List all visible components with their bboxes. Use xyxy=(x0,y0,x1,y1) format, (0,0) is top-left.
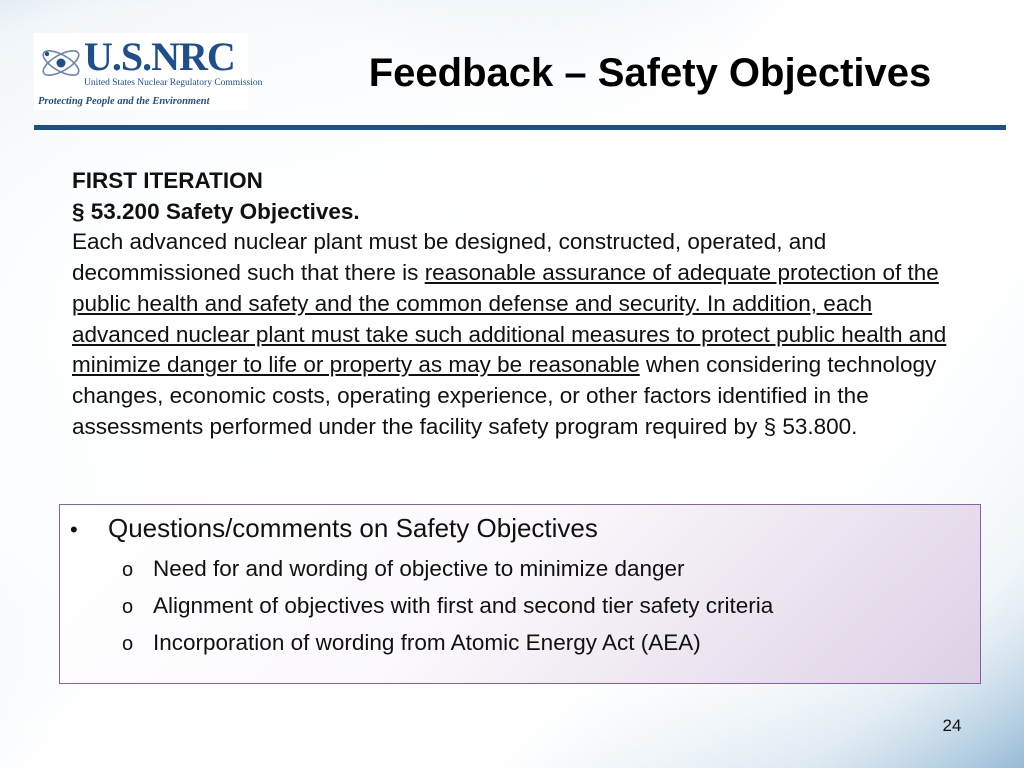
title-divider xyxy=(34,125,1006,130)
list-item-label: Need for and wording of objective to minimize danger xyxy=(153,556,685,581)
slide-title: Feedback – Safety Objectives xyxy=(368,51,932,95)
regulation-text xyxy=(72,166,952,442)
list-item xyxy=(122,588,773,625)
list-item xyxy=(122,551,773,588)
page-number: 24 xyxy=(942,716,962,735)
logo-tagline: Protecting People and the Environment xyxy=(34,94,248,110)
questions-main-label: Questions/comments on Safety Objectives xyxy=(108,513,598,543)
logo-letters: U.S.NRC xyxy=(84,34,235,79)
sub-bullet-icon: o xyxy=(122,633,134,655)
regulation-text-underlined: reasonable assurance of adequate protection of the public health and safety and the common defense and security. In addition, each advanced nuclear plant must take such additional measures to protect public health and minimize danger to life or property as may be reasonable xyxy=(72,260,947,378)
nrc-logo xyxy=(34,33,263,110)
questions-box xyxy=(59,504,981,684)
list-item-label: Alignment of objectives with first and second tier safety criteria xyxy=(153,593,774,618)
sub-bullet-icon: o xyxy=(122,559,134,581)
atom-icon xyxy=(38,37,84,85)
list-item xyxy=(122,625,773,662)
iteration-heading: FIRST ITERATION xyxy=(72,168,263,193)
regulation-text-part1: Each advanced nuclear plant must be designed, constructed, operated, and decommissioned such that there is xyxy=(72,229,827,286)
sub-bullet-icon: o xyxy=(122,596,134,618)
logo-subtitle: United States Nuclear Regulatory Commission xyxy=(84,78,263,88)
questions-main-item xyxy=(70,511,598,547)
regulation-text-part2: when considering technology changes, economic costs, operating experience, or other factors identified in the assessments performed under the facility safety program required by § 53.800. xyxy=(72,352,937,439)
questions-sub-list xyxy=(122,551,773,662)
list-item-label: Incorporation of wording from Atomic Energy Act (AEA) xyxy=(153,630,701,655)
bullet-icon: • xyxy=(70,517,78,542)
section-heading: § 53.200 Safety Objectives. xyxy=(72,198,360,224)
